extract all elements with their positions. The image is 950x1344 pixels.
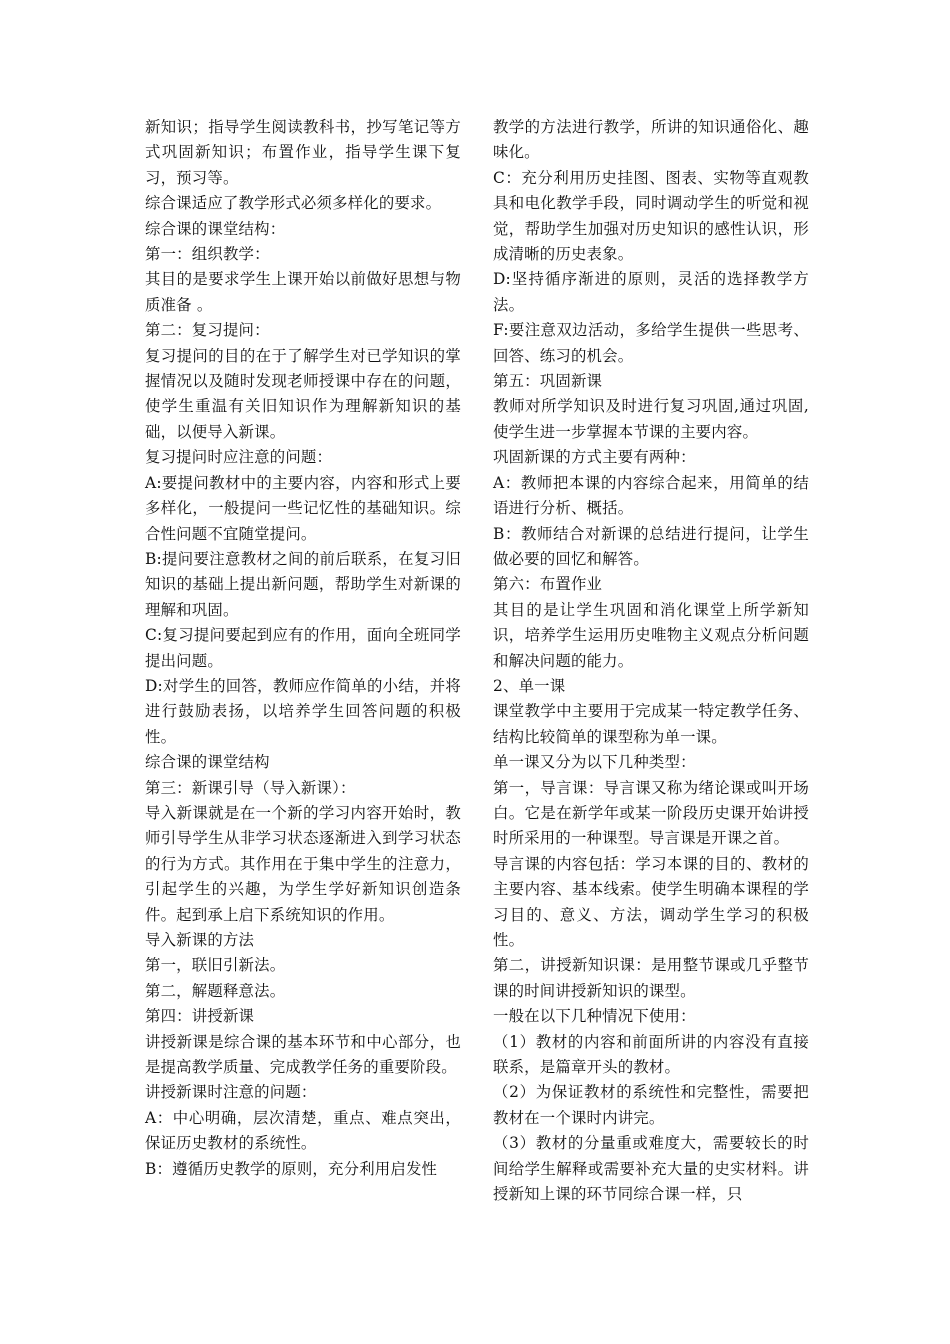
paragraph: 综合课适应了教学形式必须多样化的要求。 [145,194,442,213]
section-heading: 综合课的课堂结构： [145,219,286,238]
section-heading: 第二：复习提问： [145,321,270,340]
list-item: 第二，解题释意法。 [145,981,286,1000]
list-item: B：教师结合对新课的总结进行提问，让学生做必要的回忆和解答。 [493,524,809,568]
section-heading: 综合课的课堂结构 [145,753,270,772]
section-heading: 讲授新课时注意的问题： [145,1083,317,1102]
list-item: （3）教材的分量重或难度大，需要较长的时间给学生解释或需要补充大量的史实材料。讲授新知上课的环节同综合课一样，只 [493,1134,809,1204]
section-heading: 一般在以下几种情况下使用： [493,1007,696,1026]
list-item: C:复习提问要起到应有的作用，面向全班同学提出问题。 [145,626,461,670]
paragraph: 新知识；指导学生阅读教科书，抄写笔记等方式巩固新知识；布置作业，指导学生课下复习，预习等。 [145,118,461,187]
paragraph: 课堂教学中主要用于完成某一特定教学任务、结构比较简单的课型称为单一课。 [493,702,809,746]
paragraph: 第一，导言课：导言课又称为绪论课或叫开场白。它是在新学年或某一阶段历史课开始讲授时所采用的一种课型。导言课是开课之首。 [493,778,809,848]
list-item: （1）教材的内容和前面所讲的内容没有直接联系，是篇章开头的教材。 [493,1032,809,1077]
list-item: B：遵循历史教学的原则，充分利用启发性 [145,1159,438,1178]
right-column [493,115,809,1207]
list-item: A：中心明确，层次清楚，重点、难点突出，保证历史教材的系统性。 [145,1108,461,1153]
paragraph: 教学的方法进行教学，所讲的知识通俗化、趣味化。 [493,118,809,162]
list-item: F:要注意双边活动，多给学生提供一些思考、回答、练习的机会。 [493,321,809,365]
paragraph: 导言课的内容包括：学习本课的目的、教材的主要内容、基本线索。使学生明确本课程的学习目的、意义、方法，调动学生学习的积极性。 [493,854,809,949]
list-item: C：充分利用历史挂图、图表、实物等直观教具和电化教学手段，同时调动学生的听觉和视觉，帮助学生加强对历史知识的感性认识，形成清晰的历史表象。 [493,168,809,264]
list-item: D:坚持循序渐进的原则，灵活的选择教学方法。 [493,270,809,314]
section-heading: 单一课又分为以下几种类型： [493,753,696,772]
paragraph: 导入新课就是在一个新的学习内容开始时，教师引导学生从非学习状态逐渐进入到学习状态的行为方式。其作用在于集中学生的注意力，引起学生的兴趣，为学生学好新知识创造条件。起到承上启下系统知识的作用。 [145,803,461,924]
list-item: D:对学生的回答，教师应作简单的小结，并将进行鼓励表扬，以培养学生回答问题的积极性。 [145,676,461,746]
section-heading: 复习提问时应注意的问题： [145,448,333,467]
section-heading: 第三：新课引导（导入新课）： [145,778,356,797]
left-column [145,115,461,1182]
paragraph: 复习提问的目的在于了解学生对已学知识的掌握情况以及随时发现老师授课中存在的问题，使学生重温有关旧知识作为理解新知识的基础，以便导入新课。 [145,346,461,441]
paragraph: 其目的是要求学生上课开始以前做好思想与物质准备 。 [145,270,461,314]
list-item: 第一，联旧引新法。 [145,956,286,975]
section-heading: 2、单一课 [493,676,566,695]
section-heading: 巩固新课的方式主要有两种： [493,448,696,467]
section-heading: 第一：组织教学： [145,245,270,264]
list-item: （2）为保证教材的系统性和完整性，需要把教材在一个课时内讲完。 [493,1083,809,1127]
section-heading: 第五：巩固新课 [493,372,603,391]
list-item: B:提问要注意教材之间的前后联系，在复习旧知识的基础上提出新问题，帮助学生对新课的理解和巩固。 [145,549,461,619]
paragraph: 第二，讲授新知识课：是用整节课或几乎整节课的时间讲授新知识的课型。 [493,956,809,1000]
paragraph: 其目的是让学生巩固和消化课堂上所学新知识，培养学生运用历史唯物主义观点分析问题和解决问题的能力。 [493,600,809,670]
section-heading: 第六：布置作业 [493,575,603,594]
section-heading: 第四：讲授新课 [145,1007,255,1026]
list-item: A：教师把本课的内容综合起来，用简单的结语进行分析、概括。 [493,473,809,518]
paragraph: 讲授新课是综合课的基本环节和中心部分，也是提高教学质量、完成教学任务的重要阶段。 [145,1032,461,1077]
section-heading: 导入新课的方法 [145,931,255,949]
paragraph: 教师对所学知识及时进行复习巩固,通过巩固,使学生进一步掌握本节课的主要内容。 [493,397,809,441]
list-item: A:要提问教材中的主要内容，内容和形式上要多样化，一般提问一些记忆性的基础知识。综合性问题不宜随堂提问。 [145,473,461,543]
